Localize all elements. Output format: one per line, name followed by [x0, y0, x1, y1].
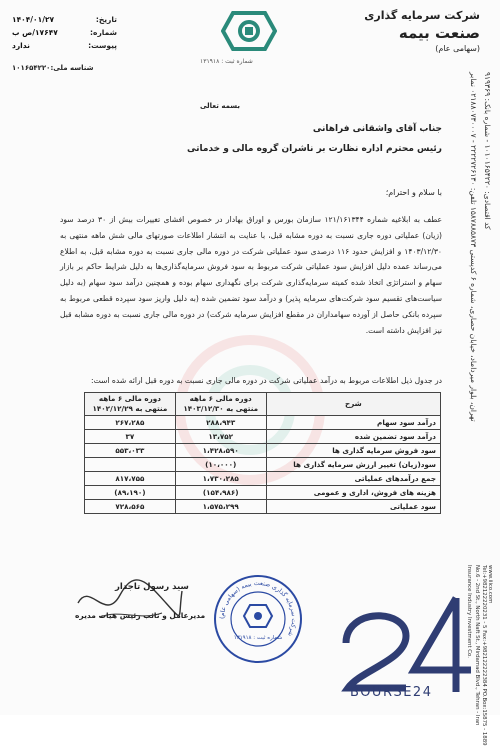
row-current: (۱۰،۰۰۰)	[175, 458, 266, 472]
greeting: با سلام و احترام؛	[385, 188, 442, 197]
row-previous: ۵۵۳،۰۳۳	[85, 444, 176, 458]
table-header-row	[85, 393, 441, 416]
row-previous: ۲۶۷،۲۸۵	[85, 416, 176, 430]
row-current: ۲۸۸،۹۴۳	[175, 416, 266, 430]
row-previous: ۷۲۸،۵۶۵	[85, 500, 176, 514]
row-previous	[85, 458, 176, 472]
row-label: درآمد سود سهام	[266, 416, 440, 430]
signatory-title: مدیرعامل و نائب رئیس هیات مدیره	[75, 611, 206, 620]
row-previous: (۸۹،۱۹۰)	[85, 486, 176, 500]
table-row	[85, 416, 441, 430]
meta-date-row	[12, 13, 117, 26]
company-line: شرکت سرمایه گذاری	[364, 9, 480, 22]
table-header-desc: شرح	[266, 393, 440, 416]
signatory-name: سید رسول تاجدار	[115, 582, 189, 592]
sidebar-address: تهران، بلوار میرداماد، خیابان حصاری، شماره ۶ کدپستی ۱۵۸۷۸۸۵۸۷۳ تلفن: ۲۲۲۲۷۲۶۱۳۰ - ۰۲۱۸۸۰۷۳۰۰۰۷ نمابر	[469, 72, 478, 422]
number-value: ۱۷۶۴۷/ص ب	[12, 28, 58, 37]
recipient-title: رئیس محترم اداره نظارت بر ناشران گروه مالی و خدماتی	[187, 144, 442, 154]
row-label: سود(زیان) تغییر ارزش سرمایه گذاری ها	[266, 458, 440, 472]
row-label: سود عملیاتی	[266, 500, 440, 514]
date-value: ۱۴۰۴/۰۱/۲۷	[12, 15, 55, 24]
company-name: صنعت بیمه	[398, 24, 480, 42]
date-label: تاریخ:	[95, 15, 117, 24]
number-label: شماره:	[90, 28, 117, 37]
table-row	[85, 472, 441, 486]
svg-text:شرکت سرمایه گذاری صنعت بیمه (س	[219, 580, 297, 637]
attach-label: پیوست:	[88, 41, 117, 50]
row-label: جمع درآمدهای عملیاتی	[266, 472, 440, 486]
sidebar-extra: کد اقتصادی: ۱۰۱۰۱۶۵۴۲۲۰ - شماره بانک: ۹۱۹۳۶۹	[483, 72, 492, 230]
english-web: www.iiico.com	[487, 565, 493, 604]
table-row	[85, 458, 441, 472]
table-row	[85, 486, 441, 500]
basmala: بسمه تعالی	[199, 102, 241, 110]
meta-attach-row	[12, 39, 117, 52]
recipient-name: جناب آقای واشقانی فراهانی	[312, 124, 442, 134]
company-logo-icon	[221, 11, 277, 51]
table-intro: در جدول ذیل اطلاعات مربوط به درآمد عملیاتی شرکت در دوره مالی جاری نسبت به دوره قبل ارائه شده است:	[91, 376, 442, 385]
company-header	[364, 9, 480, 53]
meta-number-row	[12, 26, 117, 39]
bourse24-text: BOURSE24	[350, 685, 433, 700]
address-sidebar	[458, 72, 498, 422]
row-current: ۱۳،۷۵۲	[175, 430, 266, 444]
national-id: شناسه ملی:۱۰۱۶۵۴۲۲۰	[12, 64, 94, 72]
table-row	[85, 500, 441, 514]
registration-number: شماره ثبت : ۱۳۱۹۱۸	[200, 58, 253, 65]
english-address: No.6 - 2nd St., North Naft St., Mirdamad Blvd., Tehran - Iran	[474, 565, 480, 726]
row-current: ۱،۴۲۸،۵۹۰	[175, 444, 266, 458]
row-current: ۱،۵۷۵،۲۹۹	[175, 500, 266, 514]
row-label: سود فروش سرمایه گذاری ها	[266, 444, 440, 458]
table-row	[85, 430, 441, 444]
company-type: (سهامی عام)	[435, 44, 480, 53]
row-previous: ۳۷	[85, 430, 176, 444]
company-stamp	[212, 573, 304, 665]
stamp-outer-text: شرکت سرمایه گذاری صنعت بیمه (سهامی عام)	[218, 579, 298, 638]
table-header-current: دوره مالی ۶ ماهه منتهی به ۱۴۰۳/۱۲/۳۰	[175, 393, 266, 416]
letter-meta	[12, 13, 117, 52]
financial-table	[84, 392, 441, 514]
attach-value: ندارد	[12, 41, 30, 50]
table-row	[85, 444, 441, 458]
row-label: هزینه های فروش، اداری و عمومی	[266, 486, 440, 500]
english-phone: Tel:+982122220231 - 5 Fax:+982122222384 PO.Box:15875 - 1889	[481, 565, 487, 746]
row-label: درآمد سود تضمین شده	[266, 430, 440, 444]
english-footer	[466, 565, 493, 746]
row-previous: ۸۱۷،۷۵۵	[85, 472, 176, 486]
row-current: ۱،۷۳۰،۲۸۵	[175, 472, 266, 486]
stamp-reg-text: شماره ثبت : ۱۳۱۹۱۸	[233, 635, 283, 641]
english-company-name: Insurance Industry Investment Co.	[466, 565, 472, 658]
letter-body: عطف به ابلاغیه شماره ۱۲۱/۱۶۱۳۴۴ سازمان بورس و اوراق بهادار در خصوص افشای تغییرات بیش از ۳۰ درصد سود (زیان) عملیاتی دوره جاری نسبت به دوره مشابه قبل، با عنایت به انتشار اطلاعات صورتهای مالی شش ماهه منتهی به ۱۴۰۳/۱۲/۳۰ و افزایش حدود ۱۱۶ درصدی سود عملیاتی شرکت در دوره مالی جاری نسبت به دوره مشابه قبل، به اطلاع می‌رساند عمده دلیل افزایش سود عملیاتی شرکت مربوط به سود فروش سرمایه‌گذاری‌ها به دلیل شرایط حاکم بر بازار سهام و استراتژی اتخاذ شده کمیته سرمایه‌گذاری شرکت برای نگهداری سهام بوده و همچنین درآمد سود سهام (به دلیل سیاست‌های تقسیم سود شرکت‌های سرمایه پذیر) و درآمد سود تضمین شده (به دلیل واریز سود سپرده قطعی مربوط به سپرده بانکی حاصل از آورده سهامداران در مقطع افزایش سرمایه شرکت) در دوره مالی جاری نسبت به دوره مشابه قبل نیز افزایش داشته است.	[60, 215, 442, 335]
table-header-previous: دوره مالی ۶ ماهه منتهی به ۱۴۰۲/۱۲/۲۹	[85, 393, 176, 416]
row-current: (۱۵۴،۹۸۶)	[175, 486, 266, 500]
